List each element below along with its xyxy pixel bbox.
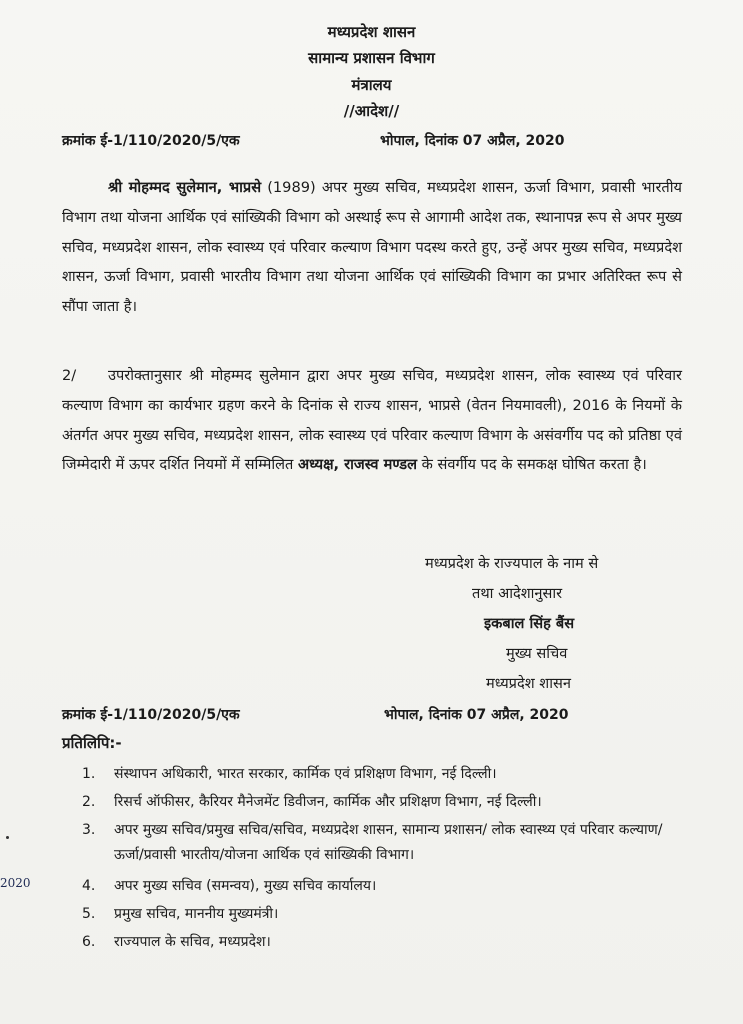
- list-item: 4. अपर मुख्य सचिव (समन्वय), मुख्य सचिव कार्यालय।: [82, 878, 377, 894]
- order-date-top: भोपाल, दिनांक 07 अप्रैल, 2020: [380, 133, 565, 149]
- copy-to-label: प्रतिलिपि:-: [62, 734, 122, 752]
- paragraph-2: [62, 361, 682, 480]
- list-item: 6. राज्यपाल के सचिव, मध्यप्रदेश।: [82, 934, 271, 950]
- paragraph-1-text: (1989) अपर मुख्य सचिव, मध्यप्रदेश शासन, ऊर्जा विभाग, प्रवासी भारतीय विभाग तथा योजना आर्थिक एवं सांख्यिकी विभाग को अस्थाई रूप से आगामी आदेश तक, स्थानापन्न रूप से अपर मुख्य सचिव, मध्यप्रदेश शासन, लोक स्वास्थ्य एवं परिवार कल्याण विभाग पदस्थ करते हुए, उन्हें अपर मुख्य सचिव, मध्यप्रदेश शासन, ऊर्जा विभाग, प्रवासी भारतीय विभाग तथा योजना आर्थिक एवं सांख्यिकी विभाग का प्रभार अतिरिक्त रूप से सौंपा जाता है।: [62, 179, 682, 316]
- ink-dot: [6, 836, 9, 839]
- signatory-office: मध्यप्रदेश शासन: [486, 675, 571, 692]
- list-item: 5. प्रमुख सचिव, माननीय मुख्यमंत्री।: [82, 906, 279, 922]
- officer-name: श्री मोहम्मद सुलेमान, भाप्रसे: [108, 179, 262, 196]
- copy-list: [82, 762, 682, 954]
- order-number-bottom: क्रमांक ई-1/110/2020/5/एक: [62, 707, 240, 723]
- header-government: मध्यप्रदेश शासन: [327, 23, 416, 41]
- signature-line-2: तथा आदेशानुसार: [472, 585, 563, 602]
- header-department: सामान्य प्रशासन विभाग: [308, 49, 435, 67]
- paragraph-2-bold-post: अध्यक्ष, राजस्व मण्डल: [297, 456, 417, 474]
- list-item: 1. संस्थापन अधिकारी, भारत सरकार, कार्मिक एवं प्रशिक्षण विभाग, नई दिल्ली।: [82, 766, 497, 782]
- list-item: 2. रिसर्च ऑफीसर, कैरियर मैनेजमेंट डिवीजन, कार्मिक और प्रशिक्षण विभाग, नई दिल्ली।: [82, 794, 542, 810]
- header-order-title: //आदेश//: [343, 102, 400, 120]
- paragraph-2-text-a: उपरोक्तानुसार श्री मोहम्मद सुलेमान द्वारा अपर मुख्य सचिव, मध्यप्रदेश शासन, लोक स्वास्थ्य एवं परिवार कल्याण विभाग का कार्यभार ग्रहण करने के दिनांक से राज्य शासन, भाप्रसे (वेतन नियमावली), 2016 के नियमों के अंतर्गत अपर मुख्य सचिव, मध्यप्रदेश शासन, लोक स्वास्थ्य एवं परिवार कल्याण विभाग के असंवर्गीय पद को प्रतिष्ठा एवं जिम्मेदारी में ऊपर दर्शित नियमों में सम्मिलित: [62, 367, 682, 474]
- signatory-name: इकबाल सिंह बैंस: [484, 615, 575, 632]
- header-ministry: मंत्रालय: [351, 76, 392, 94]
- order-number-top: क्रमांक ई-1/110/2020/5/एक: [62, 133, 240, 149]
- paragraph-2-text-b: के संवर्गीय पद के समकक्ष घोषित करता है।: [416, 456, 647, 474]
- list-item: 3. अपर मुख्य सचिव/प्रमुख सचिव/सचिव, मध्यप्रदेश शासन, सामान्य प्रशासन/ लोक स्वास्थ्य एवं परिवार कल्याण/ऊर्जा/प्रवासी भारतीय/योजना आर्थिक एवं सांख्यिकी विभाग।: [82, 822, 663, 863]
- paragraph-2-number: 2/: [62, 367, 77, 384]
- handwritten-margin-note: 2020: [0, 876, 31, 890]
- signatory-designation: मुख्य सचिव: [506, 645, 568, 662]
- paragraph-1: [62, 173, 682, 322]
- signature-line-1: मध्यप्रदेश के राज्यपाल के नाम से: [425, 555, 599, 572]
- order-date-bottom: भोपाल, दिनांक 07 अप्रैल, 2020: [384, 707, 569, 723]
